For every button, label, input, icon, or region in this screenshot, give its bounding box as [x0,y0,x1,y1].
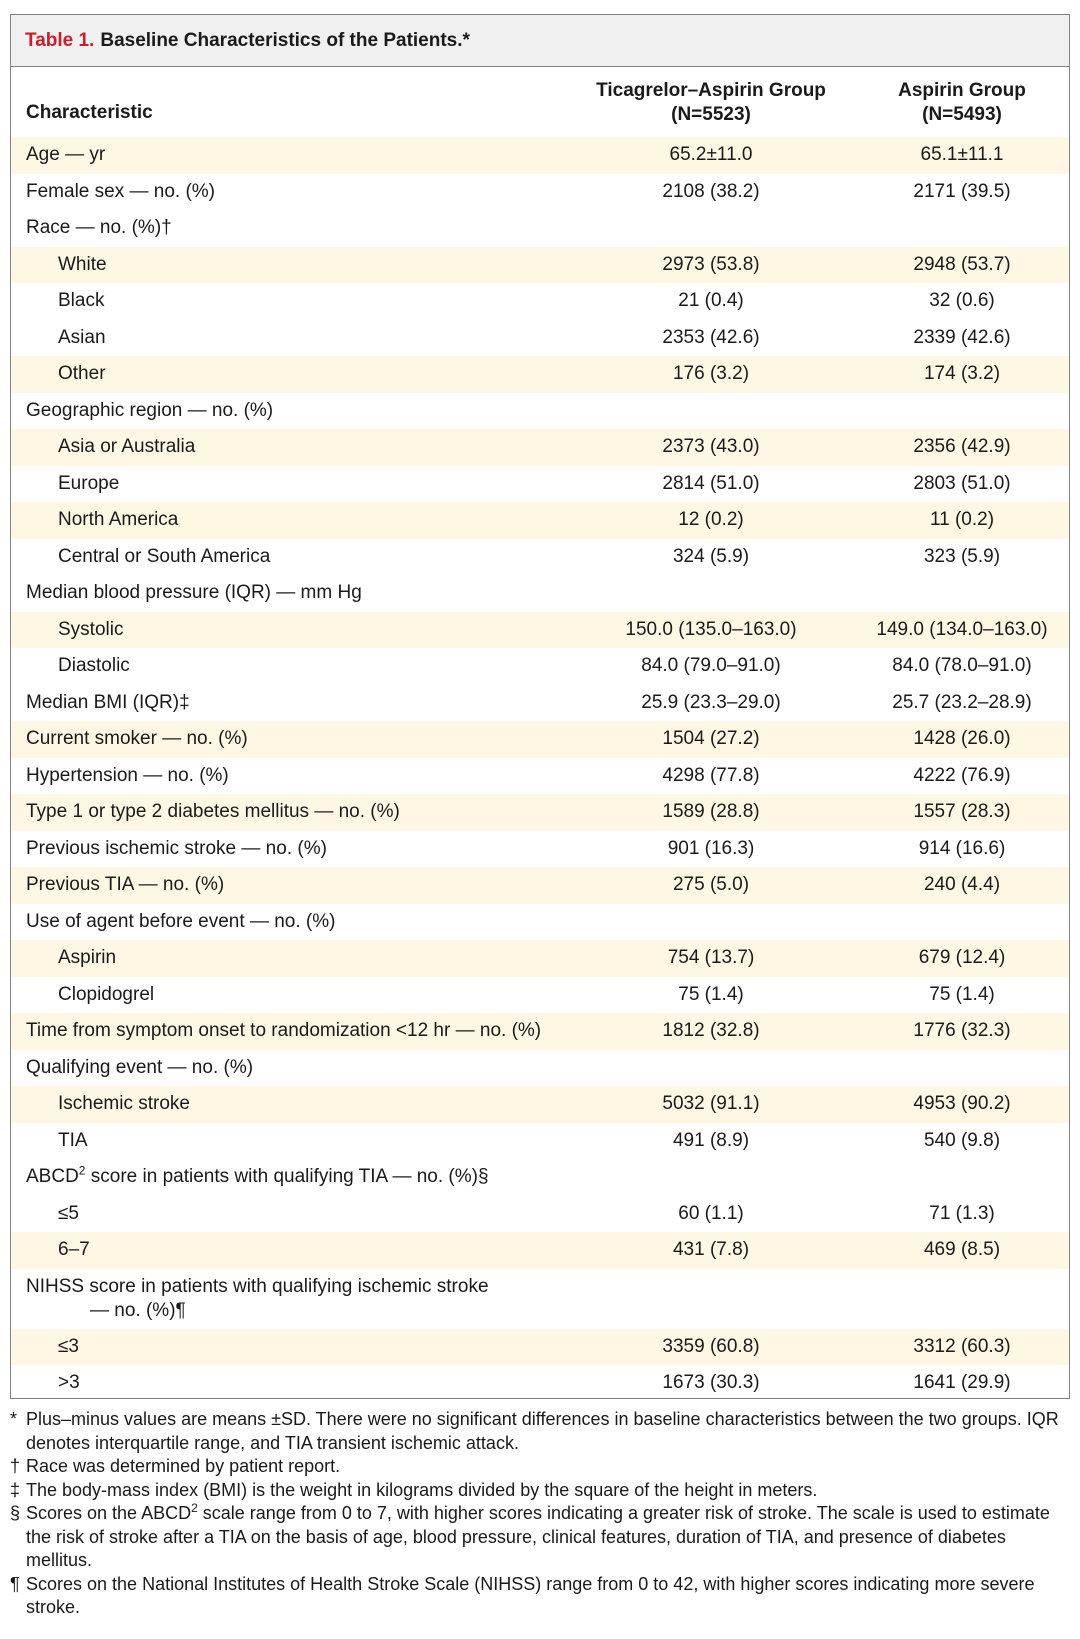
row-label [58,466,119,503]
aspirin-value: 914 (16.6) [918,837,1006,859]
ticagrelor-value: 2973 (53.8) [662,253,760,275]
row-label-text: Type 1 or type 2 diabetes mellitus — no. (%) [26,801,400,822]
footnote-mark: ‡ [10,1479,21,1500]
aspirin-value [853,210,1071,247]
ticagrelor-value: 1589 (28.8) [662,801,760,822]
row-label-text: Clopidogrel [58,983,155,1005]
table-row [11,794,1069,831]
ticagrelor-value: 25.9 (23.3–29.0) [641,691,781,713]
footnote [10,1408,1070,1455]
ticagrelor-value [571,1159,851,1196]
row-label-text: Black [58,290,105,311]
row-label-text: Ischemic stroke [58,1093,190,1114]
row-label [26,393,273,430]
header-characteristic: Characteristic [26,102,153,123]
footnote-text-main: Race was determined by patient report. [26,1456,341,1476]
aspirin-value: 240 (4.4) [923,874,1001,895]
table-row [11,940,1069,977]
footnote-text [26,1408,1070,1455]
ticagrelor-value [571,393,851,430]
header-ticagrelor-name: Ticagrelor–Aspirin Group [596,80,826,101]
table-body [11,137,1069,1402]
row-label-text: >3 [58,1372,80,1393]
row-label-text: Previous TIA — no. (%) [26,874,225,895]
aspirin-value: 1428 (26.0) [913,728,1011,749]
table-row [11,904,1069,941]
aspirin-value: 2171 (39.5) [913,180,1011,202]
row-label-text: Geographic region — no. (%) [26,399,274,421]
aspirin-value: 32 (0.6) [929,290,995,311]
ticagrelor-value: 431 (7.8) [672,1239,750,1260]
table-row [11,758,1069,795]
aspirin-value: 2356 (42.9) [913,436,1011,457]
footnote-text-before: Scores on the ABCD [26,1503,192,1523]
row-label [58,539,270,576]
table-label: Table 1. [25,29,95,51]
footnote-mark: § [10,1503,21,1523]
footnote-mark: ¶ [10,1573,20,1594]
table-row [11,539,1069,576]
footnote-text-main: The body-mass index (BMI) is the weight in kilograms divided by the square of the height in meters. [26,1479,818,1500]
row-label [26,210,172,247]
aspirin-value: 65.1±11.1 [920,144,1004,165]
table-header [11,67,1069,137]
row-label [26,904,335,941]
table-row [11,721,1069,758]
aspirin-value [853,904,1071,941]
table-row [11,1013,1069,1050]
ticagrelor-value [571,210,851,247]
footnote [10,1455,1070,1479]
aspirin-value: 1776 (32.3) [913,1020,1011,1041]
row-label [58,283,104,320]
aspirin-value: 2339 (42.6) [913,326,1011,348]
row-label-text: North America [58,509,179,530]
row-label-text: Other [58,363,106,384]
row-label-superscript: 2 [78,1163,86,1178]
ticagrelor-value: 324 (5.9) [672,545,750,567]
row-label [26,1013,541,1050]
table-footnotes [10,1408,1070,1620]
aspirin-value: 1641 (29.9) [913,1372,1011,1393]
table-row [11,867,1069,904]
row-label [58,1123,88,1160]
ticagrelor-value: 12 (0.2) [678,509,744,530]
ticagrelor-value: 60 (1.1) [678,1202,744,1224]
header-aspirin-group [853,79,1071,127]
row-label-text: White [58,253,107,275]
aspirin-value: 174 (3.2) [923,363,1001,384]
aspirin-value [853,393,1071,430]
aspirin-value: 540 (9.8) [923,1129,1001,1151]
ticagrelor-value: 21 (0.4) [678,290,744,311]
aspirin-value: 2803 (51.0) [913,472,1011,494]
ticagrelor-value [571,575,851,612]
row-label-text: 6–7 [58,1239,90,1260]
footnote-text-main: scale range from 0 to 7, with higher scores indicating a greater risk of stroke. The scale is used to estimate the risk of stroke after a TIA on the basis of age, blood pressure, clinical features, duration of TIA, and presence of diabetes mellitus. [26,1503,1050,1570]
ticagrelor-value: 275 (5.0) [672,874,750,895]
row-label-text: Asian [58,326,106,348]
row-label-text: Use of agent before event — no. (%) [26,910,336,932]
table-row [11,977,1069,1014]
aspirin-value: 323 (5.9) [923,545,1001,567]
row-label [58,320,106,357]
ticagrelor-value: 754 (13.7) [667,947,755,968]
row-label-text: Age — yr [26,144,106,165]
row-label [58,429,195,466]
row-label-text: Qualifying event — no. (%) [26,1056,254,1078]
row-label [26,174,215,211]
row-label [26,1050,253,1087]
ticagrelor-value: 65.2±11.0 [669,144,753,165]
ticagrelor-value: 4298 (77.8) [662,764,760,786]
row-label [58,502,178,539]
row-label [26,794,400,831]
aspirin-value: 149.0 (134.0–163.0) [876,618,1048,640]
row-label-text: Europe [58,472,120,494]
table-row [11,1365,1069,1402]
header-ticagrelor-group [571,79,851,127]
row-label [58,247,107,284]
row-label [26,721,248,758]
footnote-text [26,1573,1070,1620]
row-label [26,867,224,904]
row-label-text: Race — no. (%)† [26,217,172,238]
table-row [11,356,1069,393]
row-label-text: NIHSS score in patients with qualifying ischemic stroke [26,1275,489,1297]
aspirin-value: 84.0 (78.0–91.0) [892,655,1032,676]
row-label-text: Aspirin [58,947,117,968]
ticagrelor-value [571,1269,851,1306]
row-label [58,1365,80,1402]
ticagrelor-value: 5032 (91.1) [662,1093,760,1114]
table-row [11,1232,1069,1269]
table-caption [11,15,1069,67]
footnote [10,1479,1070,1503]
row-label [58,1329,79,1366]
aspirin-value: 469 (8.5) [923,1239,1001,1260]
row-label [26,758,229,795]
ticagrelor-value [571,904,851,941]
header-ticagrelor-n: (N=5523) [671,104,751,125]
table-title: Baseline Characteristics of the Patients.* [100,29,470,51]
footnote-mark: † [10,1456,21,1476]
row-label [26,1275,546,1321]
footnote-text-main: Scores on the National Institutes of Health Stroke Scale (NIHSS) range from 0 to 42, with higher scores indicating more severe stroke. [26,1573,1035,1617]
footnote [10,1502,1070,1573]
ticagrelor-value: 2353 (42.6) [662,326,760,348]
row-label-text: Central or South America [58,545,271,567]
row-label [26,575,362,612]
row-label [58,940,116,977]
table-row [11,320,1069,357]
footnote-text [26,1479,1070,1503]
footnote-mark: * [10,1409,18,1429]
table-row [11,429,1069,466]
aspirin-value: 25.7 (23.2–28.9) [892,691,1032,713]
aspirin-value [853,1269,1071,1306]
footnote-text-main: Plus–minus values are means ±SD. There were no significant differences in baseline characteristics between the two groups. IQR denotes interquartile range, and TIA transient ischemic attack. [26,1409,1059,1453]
table-row [11,502,1069,539]
row-label-text: Hypertension — no. (%) [26,764,229,786]
footnote-text [26,1455,1070,1479]
aspirin-value [853,1159,1071,1196]
row-label-text-after: score in patients with qualifying TIA — no. (%)§ [85,1166,489,1187]
aspirin-value: 75 (1.4) [929,983,995,1005]
aspirin-value: 3312 (60.3) [913,1335,1011,1357]
table-row [11,1050,1069,1087]
table-row [11,685,1069,722]
table-row [11,831,1069,868]
table-row [11,1196,1069,1233]
table-row [11,575,1069,612]
row-label [26,137,105,174]
footnote [10,1573,1070,1620]
row-label-text: Asia or Australia [58,436,196,457]
table-row [11,1123,1069,1160]
ticagrelor-value: 2814 (51.0) [662,472,760,494]
table-row [11,1159,1069,1196]
table-row [11,247,1069,284]
aspirin-value: 1557 (28.3) [913,801,1011,822]
row-label [26,685,190,722]
row-label-text: Current smoker — no. (%) [26,728,248,749]
row-label [58,1232,90,1269]
table-row [11,283,1069,320]
row-label-text: Time from symptom onset to randomization <12 hr — no. (%) [26,1020,542,1041]
row-label [58,648,130,685]
footnote-superscript: 2 [191,1501,198,1515]
ticagrelor-value [571,1050,851,1087]
ticagrelor-value: 2373 (43.0) [662,436,760,457]
ticagrelor-value: 1504 (27.2) [662,728,760,749]
ticagrelor-value: 491 (8.9) [672,1129,750,1151]
row-label-text: ≤3 [58,1335,79,1357]
ticagrelor-value: 901 (16.3) [667,837,755,859]
ticagrelor-value: 150.0 (135.0–163.0) [625,618,797,640]
table-row [11,612,1069,649]
row-label-continuation: — no. (%)¶ [90,1299,186,1321]
ticagrelor-value: 1812 (32.8) [662,1020,760,1041]
row-label-text: Median blood pressure (IQR) — mm Hg [26,582,362,603]
baseline-table [10,14,1070,1399]
row-label-text: Systolic [58,618,124,640]
aspirin-value: 71 (1.3) [929,1202,995,1224]
aspirin-value: 679 (12.4) [918,947,1006,968]
aspirin-value [853,1050,1071,1087]
row-label [58,1196,79,1233]
table-row [11,137,1069,174]
ticagrelor-value: 84.0 (79.0–91.0) [641,655,781,676]
row-label [58,1086,190,1123]
table-row [11,393,1069,430]
header-aspirin-n: (N=5493) [922,104,1002,125]
table-row [11,1329,1069,1366]
row-label-text: ABCD [26,1166,79,1187]
ticagrelor-value: 1673 (30.3) [662,1372,760,1393]
table-row [11,648,1069,685]
aspirin-value: 4222 (76.9) [913,764,1011,786]
row-label [26,831,327,868]
header-aspirin-name: Aspirin Group [898,80,1026,101]
table-row [11,1269,1069,1329]
ticagrelor-value: 2108 (38.2) [662,180,760,202]
aspirin-value: 4953 (90.2) [913,1093,1011,1114]
ticagrelor-value: 75 (1.4) [678,983,744,1005]
aspirin-value [853,575,1071,612]
aspirin-value: 11 (0.2) [929,509,995,530]
table-row [11,174,1069,211]
row-label-text: Diastolic [58,655,130,676]
row-label [26,1159,489,1196]
row-label-text: Median BMI (IQR)‡ [26,691,190,713]
footnote-text [26,1502,1070,1573]
ticagrelor-value: 176 (3.2) [672,363,750,384]
row-label-text: TIA [58,1129,88,1151]
row-label-text: Female sex — no. (%) [26,180,215,202]
row-label-text: Previous ischemic stroke — no. (%) [26,837,327,859]
row-label [58,356,106,393]
aspirin-value: 2948 (53.7) [913,253,1011,275]
row-label [58,977,154,1014]
table-row [11,1086,1069,1123]
ticagrelor-value: 3359 (60.8) [662,1335,760,1357]
table-row [11,466,1069,503]
row-label-text: ≤5 [58,1202,79,1224]
row-label [58,612,123,649]
table-row [11,210,1069,247]
